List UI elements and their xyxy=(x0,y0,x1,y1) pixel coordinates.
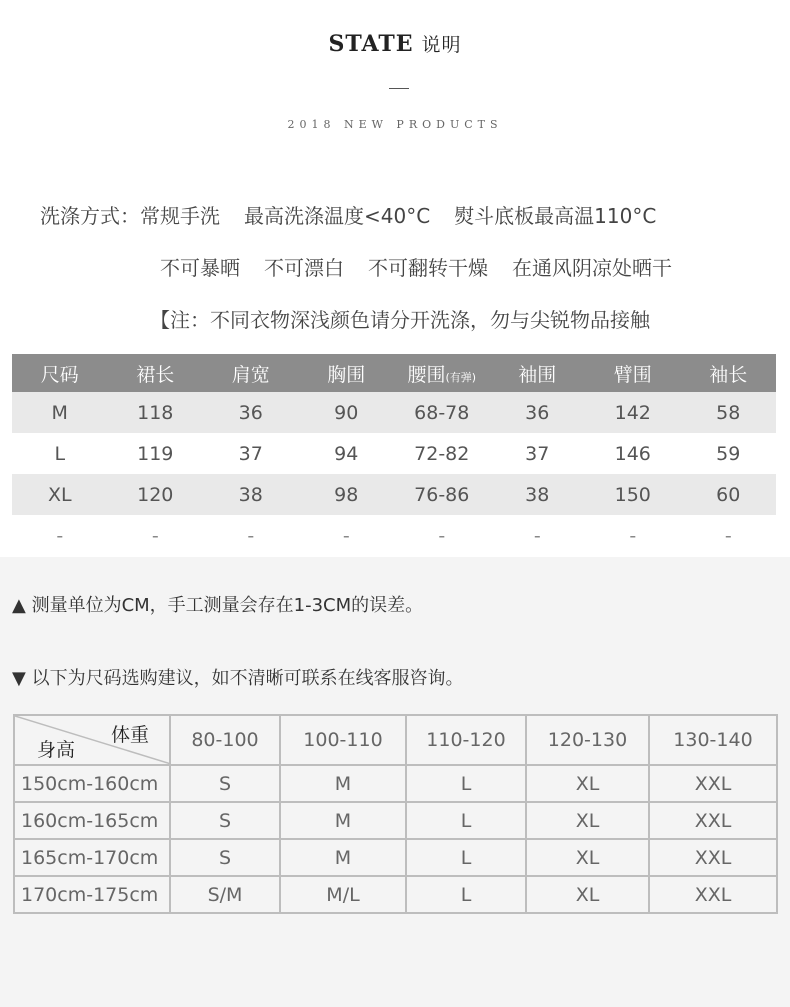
size-table-header xyxy=(12,354,776,392)
advice-note: ▼ 以下为尺码选购建议，如不清晰可联系在线客服咨询。 xyxy=(12,668,464,689)
table-cell: 90 xyxy=(299,392,395,433)
header-bust: 胸围 xyxy=(299,354,395,392)
table-row xyxy=(12,433,776,474)
header-waist-note: (有弹) xyxy=(445,370,477,384)
table-cell: 120 xyxy=(108,474,204,515)
title-en: STATE xyxy=(328,31,414,57)
height-range: 165cm-170cm xyxy=(14,839,170,876)
weight-range: 130-140 xyxy=(649,715,777,765)
weight-range: 110-120 xyxy=(406,715,526,765)
table-cell: M xyxy=(280,839,406,876)
table-cell: XXL xyxy=(649,802,777,839)
care-shade-dry: 在通风阴凉处晒干 xyxy=(512,256,672,280)
table-cell: XXL xyxy=(649,765,777,802)
table-cell: XXL xyxy=(649,876,777,913)
table-cell: XL xyxy=(526,765,649,802)
care-wash-method: 洗涤方式：常规手洗 xyxy=(40,204,220,228)
table-cell: M xyxy=(280,765,406,802)
table-cell: L xyxy=(54,442,66,465)
header-size: 尺码 xyxy=(12,354,108,392)
title-divider xyxy=(389,88,409,89)
care-no-bleach: 不可漂白 xyxy=(264,256,344,280)
table-cell: L xyxy=(406,876,526,913)
table-cell: L xyxy=(406,765,526,802)
table-row xyxy=(12,515,776,556)
table-cell: 150 xyxy=(585,474,681,515)
title-zh: 说明 xyxy=(421,34,462,56)
table-cell: - xyxy=(56,524,64,547)
header-waist xyxy=(394,354,490,392)
table-cell: M/L xyxy=(280,876,406,913)
table-cell: 38 xyxy=(203,474,299,515)
table-row xyxy=(12,392,776,433)
table-cell: 76-86 xyxy=(394,474,490,515)
table-cell: S xyxy=(170,765,280,802)
table-cell: S xyxy=(170,839,280,876)
table-cell: - xyxy=(629,524,637,547)
header-sleeve-girth: 袖围 xyxy=(490,354,586,392)
table-cell: XL xyxy=(526,876,649,913)
table-row xyxy=(14,802,777,839)
table-cell: - xyxy=(533,524,541,547)
table-cell: 146 xyxy=(614,442,651,465)
table-cell: - xyxy=(247,524,255,547)
table-cell: - xyxy=(724,524,732,547)
table-row xyxy=(14,765,777,802)
table-cell: S/M xyxy=(170,876,280,913)
care-no-sun: 不可暴晒 xyxy=(160,256,240,280)
table-cell: 37 xyxy=(525,442,550,465)
table-cell: 94 xyxy=(334,442,359,465)
table-cell: 68-78 xyxy=(394,392,490,433)
measure-note: ▲ 测量单位为CM，手工测量会存在1-3CM的误差。 xyxy=(12,595,424,616)
page-title xyxy=(0,30,790,57)
table-cell: - xyxy=(151,524,159,547)
care-line-3: 【注：不同衣物深浅颜色请分开洗涤，勿与尖锐物品接触 xyxy=(150,308,650,332)
table-cell: XL xyxy=(12,474,108,515)
header-length: 裙长 xyxy=(108,354,204,392)
page-subtitle: 2018 NEW PRODUCTS xyxy=(287,118,503,131)
height-range: 150cm-160cm xyxy=(14,765,170,802)
table-cell: 36 xyxy=(490,392,586,433)
size-table xyxy=(12,354,776,556)
header-waist-label: 腰围 xyxy=(407,363,446,386)
size-recommendation-table xyxy=(13,714,778,914)
table-cell: S xyxy=(170,802,280,839)
table-cell: XL xyxy=(526,802,649,839)
weight-range: 100-110 xyxy=(280,715,406,765)
table-cell: M xyxy=(12,392,108,433)
table-cell: - xyxy=(342,524,350,547)
table-cell: 37 xyxy=(238,442,263,465)
table-cell: 60 xyxy=(681,474,777,515)
header-shoulder: 肩宽 xyxy=(203,354,299,392)
corner-height-label: 身高 xyxy=(37,739,76,761)
table-row xyxy=(12,474,776,515)
table-cell: L xyxy=(406,839,526,876)
care-no-tumble: 不可翻转干燥 xyxy=(368,256,488,280)
table-cell: L xyxy=(406,802,526,839)
table-cell: 58 xyxy=(681,392,777,433)
height-range: 160cm-165cm xyxy=(14,802,170,839)
table-cell: 36 xyxy=(203,392,299,433)
care-line-2 xyxy=(160,252,672,281)
care-line-1 xyxy=(40,200,656,229)
weight-range: 80-100 xyxy=(170,715,280,765)
table-cell: 119 xyxy=(137,442,174,465)
table-cell: 118 xyxy=(108,392,204,433)
care-iron-temp: 熨斗底板最高温110°C xyxy=(454,204,657,228)
table-cell: M xyxy=(280,802,406,839)
table-cell: 98 xyxy=(299,474,395,515)
table-row xyxy=(14,839,777,876)
height-range: 170cm-175cm xyxy=(14,876,170,913)
header-sleeve-length: 袖长 xyxy=(681,354,777,392)
header-arm-girth: 臂围 xyxy=(585,354,681,392)
corner-weight-label: 体重 xyxy=(110,724,149,746)
table-cell: 72-82 xyxy=(414,442,470,465)
table-cell: 38 xyxy=(490,474,586,515)
table-cell: XL xyxy=(526,839,649,876)
table-row xyxy=(14,876,777,913)
table-cell: 59 xyxy=(716,442,741,465)
recommend-header-row xyxy=(14,715,777,765)
weight-range: 120-130 xyxy=(526,715,649,765)
table-cell: XXL xyxy=(649,839,777,876)
care-max-temp: 最高洗涤温度<40°C xyxy=(244,204,431,228)
table-cell: - xyxy=(438,524,446,547)
table-cell: 142 xyxy=(585,392,681,433)
corner-cell xyxy=(14,715,170,765)
